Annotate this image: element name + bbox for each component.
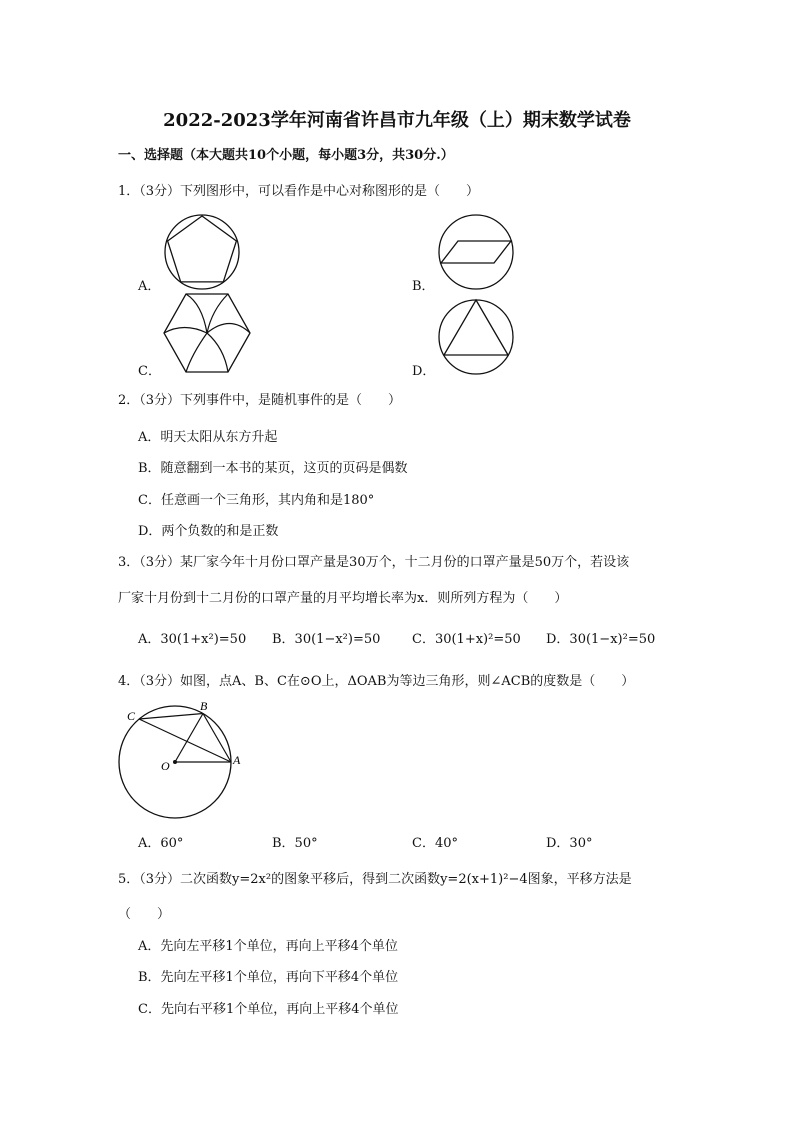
q3-option-a: A．30(1+x²)=50	[138, 632, 247, 647]
q4-label-c: C	[127, 709, 136, 723]
q2-option-a: A．明天太阳从东方升起	[138, 430, 278, 445]
question-3-line-1: 3．（3分）某厂家今年十月份口罩产量是30万个，十二月份的口罩产量是50万个，若设该	[118, 555, 630, 570]
q1-label-d: D．	[412, 364, 436, 379]
q4-figure	[115, 700, 245, 840]
q4-option-b: B．50°	[272, 836, 318, 851]
q2-option-d: D．两个负数的和是正数	[138, 524, 279, 539]
question-1-stem: 1．（3分）下列图形中，可以看作是中心对称图形的是（ ）	[118, 184, 480, 199]
q2-option-c: C．任意画一个三角形，其内角和是180°	[138, 493, 375, 508]
q4-label-a: A	[233, 753, 241, 767]
q4-option-d: D．30°	[546, 836, 593, 851]
question-2-stem: 2．（3分）下列事件中，是随机事件的是（ ）	[118, 393, 402, 408]
q3-option-c: C．30(1+x)²=50	[412, 632, 521, 647]
q5-option-a: A．先向左平移1个单位，再向上平移4个单位	[138, 939, 398, 954]
q5-option-b: B．先向左平移1个单位，再向下平移4个单位	[138, 970, 399, 985]
q4-label-b: B	[200, 699, 208, 713]
q2-option-b: B．随意翻到一本书的某页，这页的页码是偶数	[138, 461, 408, 476]
q1-figure-b	[436, 212, 516, 292]
question-5-line-2: （ ）	[118, 907, 171, 922]
q4-option-c: C．40°	[412, 836, 458, 851]
q1-label-c: C．	[138, 364, 161, 379]
q3-option-b: B．30(1−x²)=50	[272, 632, 381, 647]
q4-option-a: A．60°	[138, 836, 184, 851]
q1-label-b: B．	[412, 279, 435, 294]
q1-figure-a	[162, 212, 242, 292]
q5-option-c: C．先向右平移1个单位，再向上平移4个单位	[138, 1002, 399, 1017]
q4-label-o: O	[161, 759, 170, 773]
question-3-line-2: 厂家十月份到十二月份的口罩产量的月平均增长率为x．则所列方程为（ ）	[118, 591, 568, 606]
page-title: 2022-2023学年河南省许昌市九年级（上）期末数学试卷	[163, 110, 631, 131]
q1-label-a: A．	[138, 279, 161, 294]
q1-figure-d	[436, 297, 516, 377]
question-5-line-1: 5．（3分）二次函数y=2x²的图象平移后，得到二次函数y=2(x+1)²−4图象，平移方法是	[118, 872, 632, 887]
question-4-stem: 4．（3分）如图，点A、B、C在⊙O上，ΔOAB为等边三角形，则∠ACB的度数是（ ）	[118, 674, 635, 689]
q1-figure-c	[162, 292, 252, 374]
section-heading: 一、选择题（本大题共10个小题，每小题3分，共30分.）	[118, 148, 454, 163]
q3-option-d: D．30(1−x)²=50	[546, 632, 656, 647]
